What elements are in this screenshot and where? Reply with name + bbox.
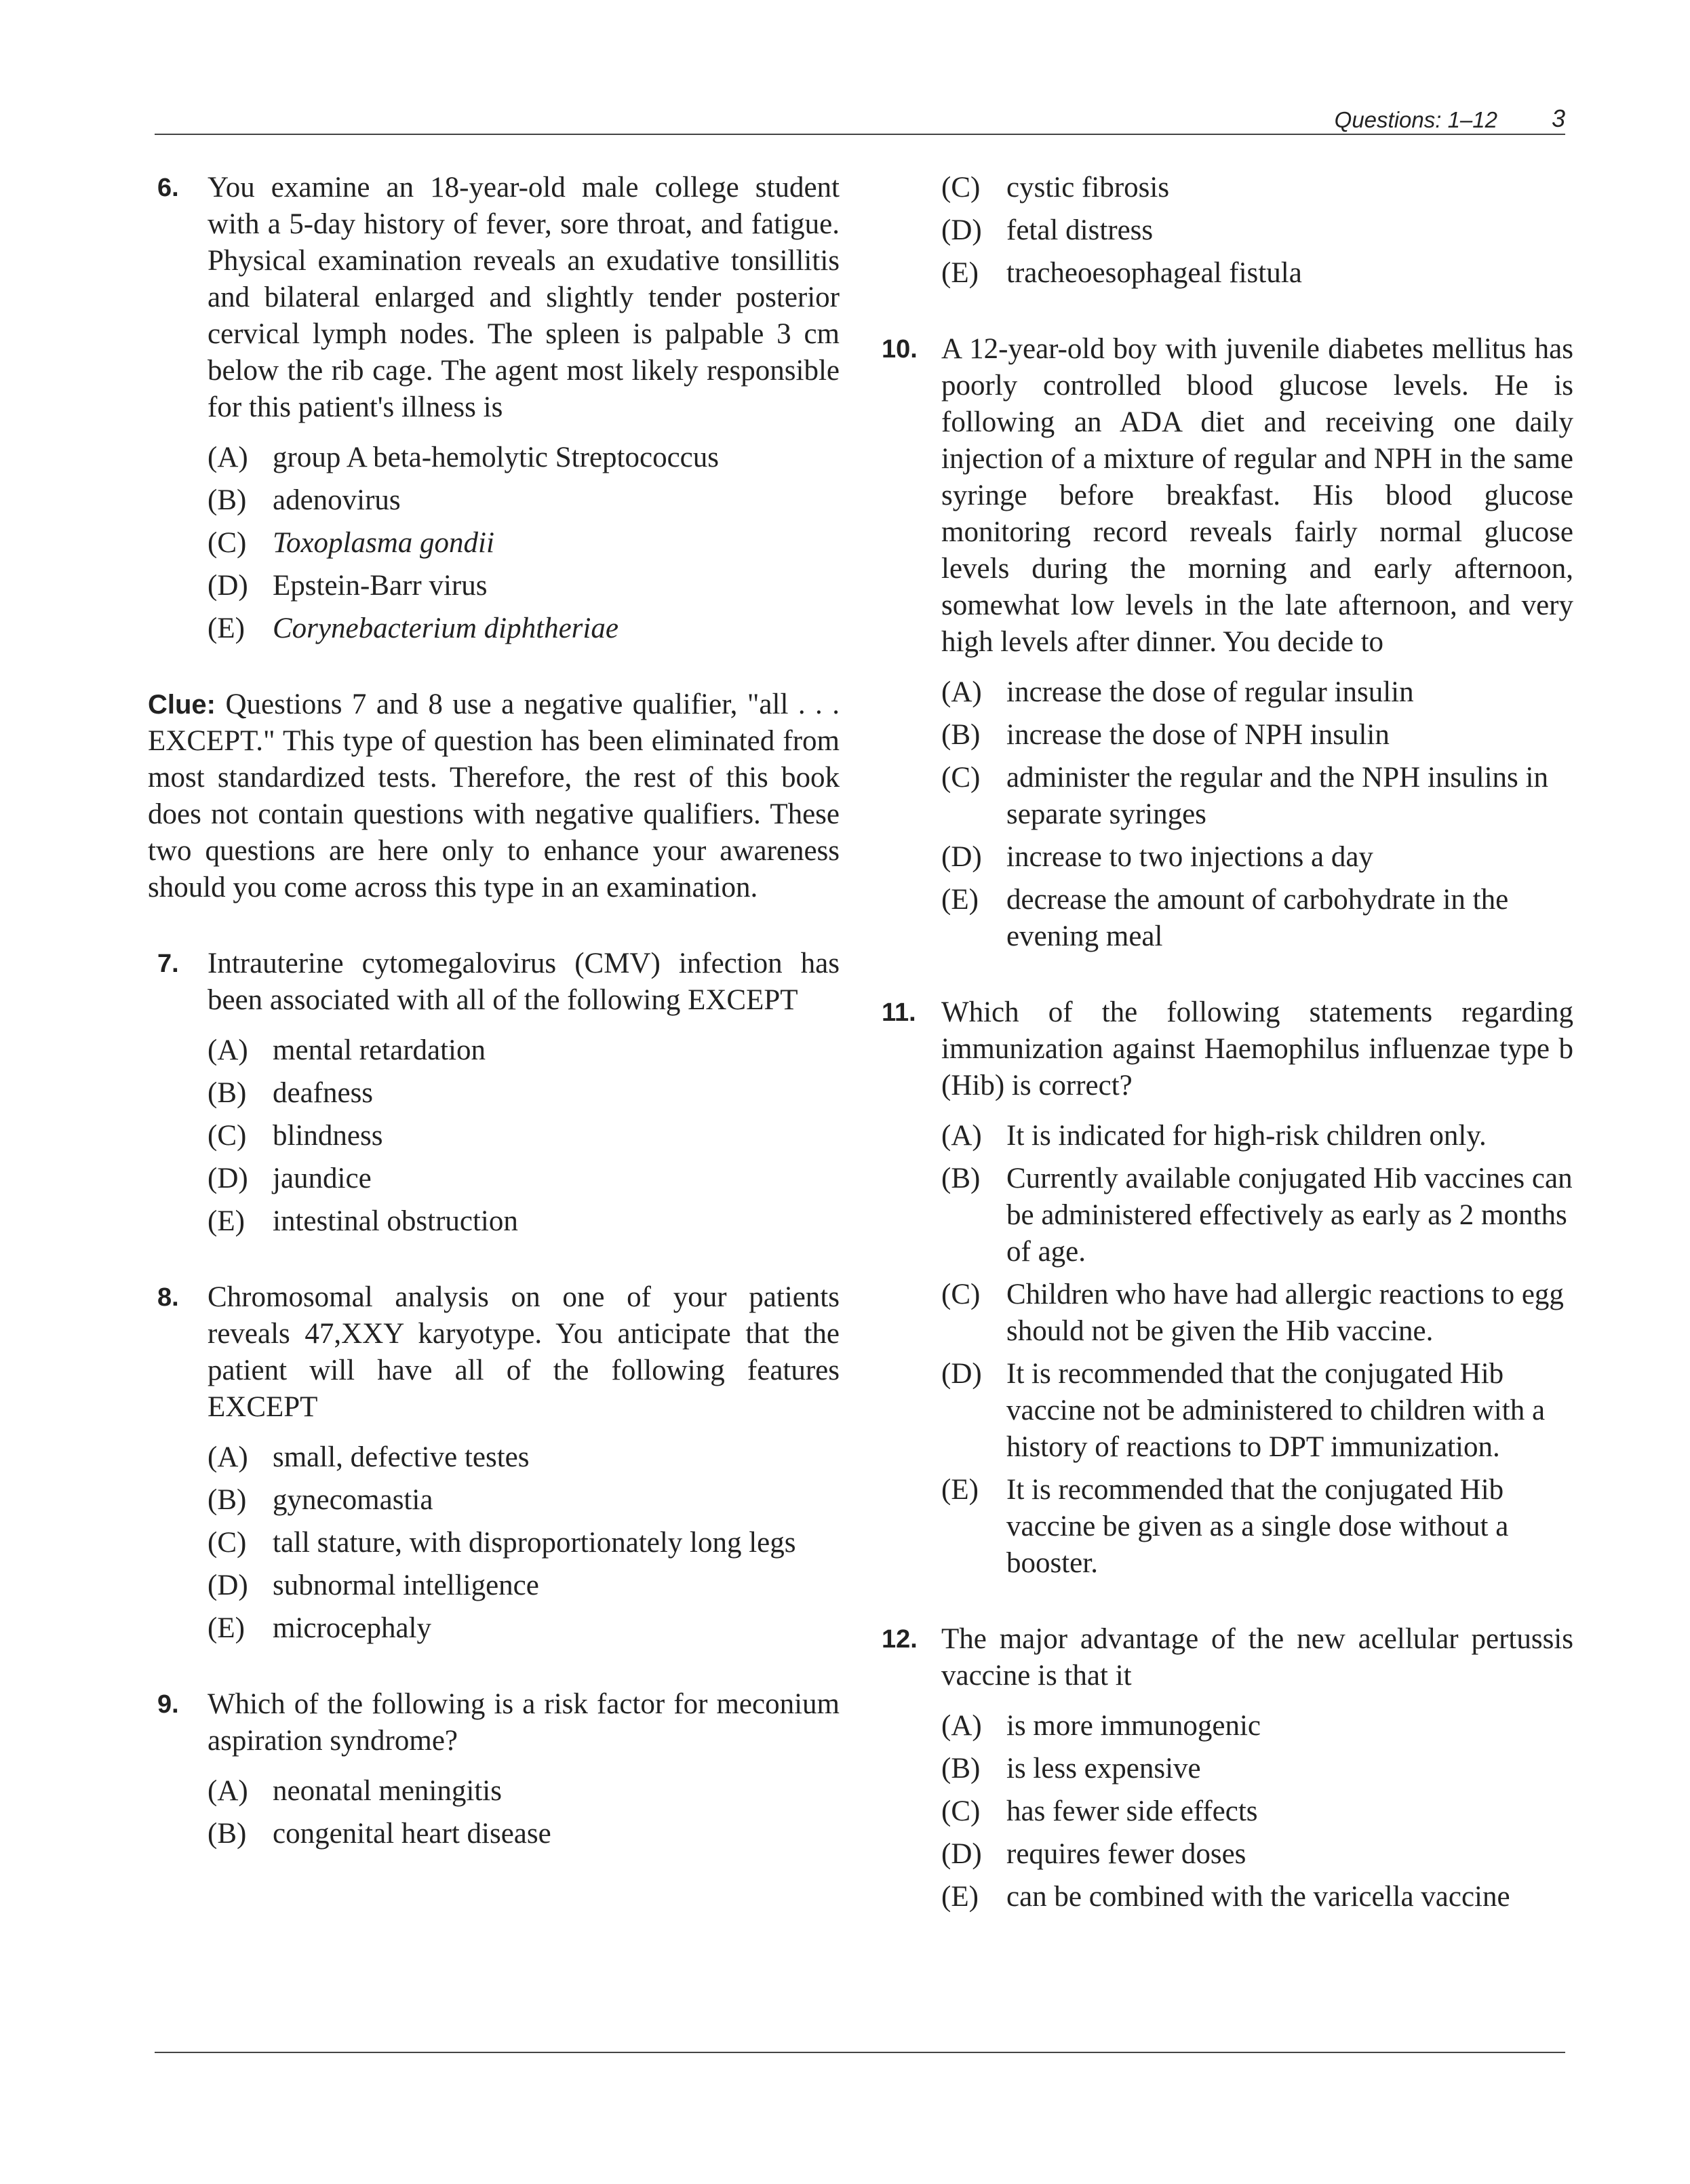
question-6	[148, 170, 840, 647]
answer-options	[208, 440, 840, 647]
option-text: decrease the amount of carbohydrate in the evening meal	[1006, 884, 1509, 952]
option-text: Epstein-Barr virus	[273, 570, 488, 602]
answer-option	[208, 1203, 840, 1240]
answer-options	[941, 674, 1573, 955]
option-text: neonatal meningitis	[273, 1775, 502, 1807]
answer-option	[208, 1482, 840, 1519]
option-letter: (D)	[941, 1358, 982, 1390]
question-number: 9.	[157, 1690, 179, 1719]
option-letter: (C)	[941, 172, 981, 203]
answer-option	[208, 525, 840, 562]
option-letter: (D)	[208, 570, 248, 602]
option-letter: (D)	[208, 1163, 248, 1194]
option-letter: (E)	[208, 1205, 245, 1237]
question-number: 8.	[157, 1283, 179, 1312]
question-10	[882, 331, 1573, 955]
answer-option	[941, 1276, 1573, 1350]
answer-option	[208, 440, 840, 476]
option-text: fetal distress	[1006, 214, 1154, 246]
answer-option	[941, 1708, 1573, 1744]
answer-option	[208, 610, 840, 647]
option-letter: (A)	[941, 676, 982, 708]
option-letter: (D)	[941, 841, 982, 873]
answer-option	[941, 839, 1573, 876]
answer-option	[941, 1793, 1573, 1830]
option-letter: (A)	[208, 1034, 248, 1066]
answer-option	[208, 1439, 840, 1476]
question-8	[148, 1279, 840, 1647]
answer-option	[208, 1161, 840, 1197]
option-letter: (B)	[208, 1484, 247, 1516]
option-text: adenovirus	[273, 484, 401, 516]
question-9	[148, 1686, 840, 1852]
option-text: increase to two injections a day	[1006, 841, 1373, 873]
option-text: small, defective testes	[273, 1441, 530, 1473]
option-letter: (B)	[941, 719, 981, 751]
option-letter: (C)	[941, 762, 981, 794]
answer-option	[941, 760, 1573, 833]
option-text: increase the dose of regular insulin	[1006, 676, 1414, 708]
footer-rule	[155, 2052, 1565, 2053]
question-12	[882, 1621, 1573, 1915]
option-text: microcephaly	[273, 1612, 432, 1644]
header-rule	[155, 134, 1565, 135]
option-text: is less expensive	[1006, 1753, 1201, 1785]
answer-option	[941, 212, 1573, 249]
answer-option	[208, 1032, 840, 1069]
answer-option	[941, 674, 1573, 711]
answer-option	[941, 1161, 1573, 1270]
option-letter: (E)	[941, 1474, 979, 1506]
answer-option	[941, 255, 1573, 292]
answer-option	[941, 882, 1573, 955]
question-stem: Which of the following statements regarding immunization against Haemophilus influenzae type b (Hib) is correct?	[941, 996, 1573, 1101]
option-text: group A beta-hemolytic Streptococcus	[273, 442, 719, 473]
right-column	[882, 170, 1573, 1922]
option-letter: (A)	[208, 1775, 248, 1807]
left-column	[148, 170, 840, 1858]
answer-option	[941, 1118, 1573, 1154]
question-7	[148, 945, 840, 1240]
option-text: It is indicated for high-risk children only.	[1006, 1120, 1487, 1152]
option-text: tall stature, with disproportionately long legs	[273, 1527, 796, 1559]
option-letter: (D)	[208, 1569, 248, 1601]
option-text: is more immunogenic	[1006, 1710, 1261, 1742]
option-text: Corynebacterium diphtheriae	[273, 612, 618, 644]
page-number: 3	[1551, 104, 1565, 132]
option-letter: (B)	[941, 1163, 981, 1194]
clue-label: Clue:	[148, 690, 216, 720]
question-stem: You examine an 18-year-old male college student with a 5-day history of fever, sore throat, and fatigue. Physical examination reveals an exudative tonsillitis and bilateral enlarged and slightly tender posterior cervical lymph nodes. The spleen is palpable 3 cm below the rib cage. The agent most likely responsible for this patient's illness is	[208, 172, 840, 423]
option-text: requires fewer doses	[1006, 1838, 1246, 1870]
question-stem: Which of the following is a risk factor for meconium aspiration syndrome?	[208, 1688, 840, 1757]
answer-options	[208, 1032, 840, 1240]
option-text: gynecomastia	[273, 1484, 433, 1516]
option-text: subnormal intelligence	[273, 1569, 539, 1601]
answer-option	[941, 717, 1573, 754]
option-text: congenital heart disease	[273, 1818, 551, 1850]
option-text: can be combined with the varicella vaccine	[1006, 1881, 1510, 1913]
answer-options	[941, 1118, 1573, 1582]
answer-option	[208, 1118, 840, 1154]
answer-option	[208, 1567, 840, 1604]
answer-option	[208, 1773, 840, 1810]
answer-options	[208, 1773, 840, 1852]
option-text: It is recommended that the conjugated Hib vaccine be given as a single dose without a booster.	[1006, 1474, 1509, 1579]
clue-box	[148, 686, 840, 906]
question-stem: Intrauterine cytomegalovirus (CMV) infection has been associated with all of the following EXCEPT	[208, 948, 840, 1016]
option-text: mental retardation	[273, 1034, 486, 1066]
answer-option	[208, 1075, 840, 1112]
option-letter: (C)	[208, 527, 247, 559]
option-letter: (A)	[208, 442, 248, 473]
option-text: Children who have had allergic reactions to egg should not be given the Hib vaccine.	[1006, 1279, 1564, 1347]
question-number: 6.	[157, 174, 179, 202]
option-letter: (B)	[208, 484, 247, 516]
header-title: Questions: 1–12	[1334, 107, 1497, 132]
option-letter: (D)	[941, 1838, 982, 1870]
option-letter: (A)	[208, 1441, 248, 1473]
answer-option	[941, 1879, 1573, 1915]
option-letter: (E)	[941, 257, 979, 289]
option-text: Toxoplasma gondii	[273, 527, 494, 559]
option-text: tracheoesophageal fistula	[1006, 257, 1302, 289]
option-letter: (B)	[941, 1753, 981, 1785]
option-letter: (C)	[941, 1279, 981, 1310]
answer-option	[208, 482, 840, 519]
option-letter: (B)	[208, 1818, 247, 1850]
answer-options	[208, 1439, 840, 1647]
option-letter: (E)	[941, 884, 979, 916]
option-letter: (C)	[208, 1527, 247, 1559]
answer-option	[208, 568, 840, 604]
answer-options	[941, 1708, 1573, 1915]
question-number: 7.	[157, 950, 179, 978]
option-text: blindness	[273, 1120, 383, 1152]
answer-option	[941, 1472, 1573, 1582]
option-letter: (A)	[941, 1710, 982, 1742]
answer-option	[941, 1751, 1573, 1787]
option-letter: (C)	[941, 1795, 981, 1827]
answer-option	[208, 1816, 840, 1852]
answer-option	[941, 170, 1573, 206]
option-letter: (A)	[941, 1120, 982, 1152]
answer-option	[941, 1356, 1573, 1466]
question-9-continued-options	[882, 170, 1573, 292]
option-text: It is recommended that the conjugated Hib vaccine not be administered to children with a history of reactions to DPT immunization.	[1006, 1358, 1546, 1463]
option-letter: (C)	[208, 1120, 247, 1152]
question-stem: A 12-year-old boy with juvenile diabetes mellitus has poorly controlled blood glucose levels. He is following an ADA diet and receiving one daily injection of a mixture of regular and NPH in the same syringe before breakfast. His blood glucose monitoring record reveals fairly normal glucose levels during the morning and early afternoon, somewhat low levels in the late afternoon, and very high levels after dinner. You decide to	[941, 333, 1573, 658]
option-letter: (B)	[208, 1077, 247, 1109]
answer-option	[208, 1610, 840, 1647]
option-letter: (E)	[208, 612, 245, 644]
option-text: has fewer side effects	[1006, 1795, 1258, 1827]
option-text: Currently available conjugated Hib vaccines can be administered effectively as early as 2 months of age.	[1006, 1163, 1573, 1268]
answer-option	[208, 1525, 840, 1561]
answer-option	[941, 1836, 1573, 1873]
clue-text: Questions 7 and 8 use a negative qualifier, "all . . . EXCEPT." This type of question has been eliminated from most standardized tests. Therefore, the rest of this book does not contain questions with negative qualifiers. These two questions are here only to enhance your awareness should you come across this type in an examination.	[148, 688, 840, 903]
option-letter: (E)	[941, 1881, 979, 1913]
option-letter: (E)	[208, 1612, 245, 1644]
running-header	[155, 102, 1565, 136]
question-number: 10.	[882, 335, 918, 364]
option-letter: (D)	[941, 214, 982, 246]
question-11	[882, 994, 1573, 1582]
option-text: jaundice	[273, 1163, 372, 1194]
question-number: 11.	[882, 998, 916, 1027]
option-text: intestinal obstruction	[273, 1205, 518, 1237]
option-text: deafness	[273, 1077, 374, 1109]
option-text: administer the regular and the NPH insulins in separate syringes	[1006, 762, 1548, 830]
option-text: increase the dose of NPH insulin	[1006, 719, 1390, 751]
question-stem: The major advantage of the new acellular pertussis vaccine is that it	[941, 1623, 1573, 1692]
option-text: cystic fibrosis	[1006, 172, 1170, 203]
question-stem: Chromosomal analysis on one of your patients reveals 47,XXY karyotype. You anticipate that the patient will have all of the following features EXCEPT	[208, 1281, 840, 1423]
question-number: 12.	[882, 1625, 918, 1654]
